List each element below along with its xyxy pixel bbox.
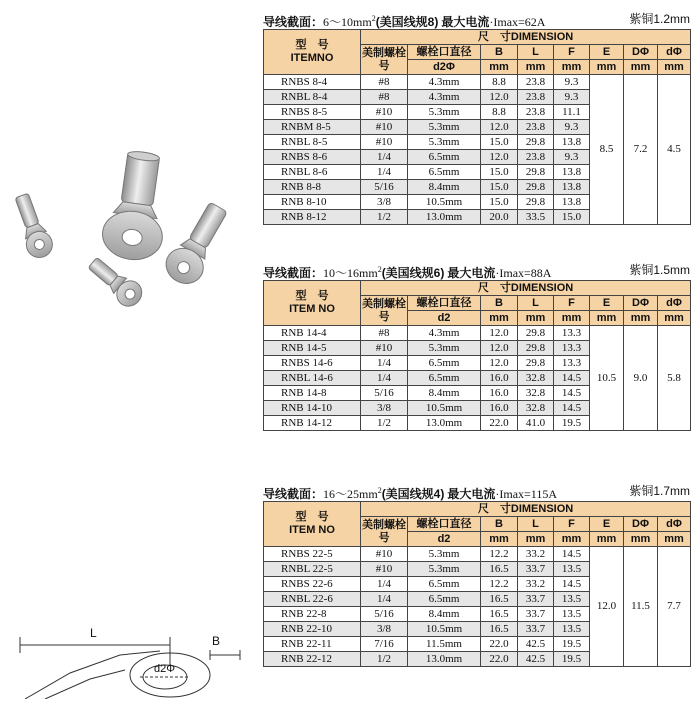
cell-thread: #10 xyxy=(361,135,408,150)
cell-thread: 1/4 xyxy=(361,371,408,386)
cell-item: RNB 14-12 xyxy=(264,416,361,431)
cell-l: 29.8 xyxy=(518,326,554,341)
col-E: E xyxy=(590,296,624,311)
cell-f: 13.8 xyxy=(554,195,590,210)
heading-standard: (美国线规8) xyxy=(375,15,439,29)
cell-f: 13.5 xyxy=(554,622,590,637)
unit: mm xyxy=(554,532,590,547)
cell-item: RNBL 8-4 xyxy=(264,90,361,105)
cell-l: 29.8 xyxy=(518,135,554,150)
cell-thread: #10 xyxy=(361,341,408,356)
cell-l: 29.8 xyxy=(518,341,554,356)
cell-l: 29.8 xyxy=(518,195,554,210)
cell-thread: #10 xyxy=(361,562,408,577)
cell-f: 11.1 xyxy=(554,105,590,120)
cell-b: 15.0 xyxy=(481,165,518,180)
cell-thread: #8 xyxy=(361,75,408,90)
heading-current-label: 最大电流 xyxy=(447,487,496,501)
cell-f: 13.5 xyxy=(554,592,590,607)
heading-current-value: ·Imax=88A xyxy=(495,266,552,280)
unit: mm xyxy=(624,60,658,75)
cell-item: RNB 22-11 xyxy=(264,637,361,652)
cell-b: 15.0 xyxy=(481,195,518,210)
drawing-label-L: L xyxy=(90,626,97,640)
cell-stud: 10.5mm xyxy=(408,622,481,637)
col-F: F xyxy=(554,517,590,532)
spec-table xyxy=(263,501,691,667)
col-stud: 螺栓口直径 xyxy=(408,517,481,532)
cell-stud: 6.5mm xyxy=(408,356,481,371)
cell-l: 23.8 xyxy=(518,90,554,105)
cell-thread: 1/2 xyxy=(361,416,408,431)
cell-thread: 1/4 xyxy=(361,577,408,592)
col-dimension: 尺 寸DIMENSION xyxy=(361,502,691,517)
spec-section-3 xyxy=(263,482,690,667)
heading-range: 10～16mm xyxy=(323,266,378,280)
cell-b: 15.0 xyxy=(481,180,518,195)
cell-item: RNBL 8-6 xyxy=(264,165,361,180)
cell-shared-d: 7.7 xyxy=(658,547,691,667)
cell-thread: #10 xyxy=(361,120,408,135)
cell-thread: 1/4 xyxy=(361,356,408,371)
cell-l: 33.7 xyxy=(518,562,554,577)
cell-item: RNBS 22-6 xyxy=(264,577,361,592)
unit: mm xyxy=(554,311,590,326)
cell-b: 16.0 xyxy=(481,386,518,401)
cell-item: RNB 22-12 xyxy=(264,652,361,667)
unit: mm xyxy=(590,532,624,547)
cell-l: 33.7 xyxy=(518,622,554,637)
col-dimension: 尺 寸DIMENSION xyxy=(361,281,691,296)
cell-f: 19.5 xyxy=(554,637,590,652)
col-B: B xyxy=(481,296,518,311)
cell-shared-d: 4.5 xyxy=(658,75,691,225)
cell-l: 41.0 xyxy=(518,416,554,431)
col-thread: 美制螺栓号 xyxy=(361,296,408,326)
cell-b: 12.2 xyxy=(481,547,518,562)
cell-b: 12.0 xyxy=(481,90,518,105)
terminal-right-icon xyxy=(160,198,235,291)
cell-stud: 10.5mm xyxy=(408,401,481,416)
cell-b: 12.2 xyxy=(481,577,518,592)
cell-stud: 5.3mm xyxy=(408,341,481,356)
col-model: 型 号 ITEM NO xyxy=(264,502,361,547)
unit: mm xyxy=(518,60,554,75)
col-L: L xyxy=(518,296,554,311)
cell-thread: 1/4 xyxy=(361,150,408,165)
terminal-left-icon xyxy=(9,191,56,261)
unit: mm xyxy=(554,60,590,75)
col-model: 型 号 ITEM NO xyxy=(264,281,361,326)
cell-shared-E: 12.0 xyxy=(590,547,624,667)
cell-b: 20.0 xyxy=(481,210,518,225)
cell-f: 14.5 xyxy=(554,547,590,562)
cell-f: 9.3 xyxy=(554,120,590,135)
cell-item: RNB 22-10 xyxy=(264,622,361,637)
col-d: dΦ xyxy=(658,517,691,532)
cell-stud: 5.3mm xyxy=(408,562,481,577)
cell-stud: 6.5mm xyxy=(408,592,481,607)
col-L: L xyxy=(518,517,554,532)
cell-f: 13.8 xyxy=(554,180,590,195)
cell-thread: 3/8 xyxy=(361,401,408,416)
heading-current-label: 最大电流 xyxy=(441,15,490,29)
cell-f: 19.5 xyxy=(554,652,590,667)
cell-thread: 1/4 xyxy=(361,165,408,180)
cell-thread: 7/16 xyxy=(361,637,408,652)
cell-item: RNB 8-8 xyxy=(264,180,361,195)
cell-stud: 11.5mm xyxy=(408,637,481,652)
cell-f: 9.3 xyxy=(554,90,590,105)
cell-b: 15.0 xyxy=(481,135,518,150)
cell-item: RNB 8-10 xyxy=(264,195,361,210)
col-E: E xyxy=(590,45,624,60)
unit: mm xyxy=(624,311,658,326)
cell-shared-E: 8.5 xyxy=(590,75,624,225)
cell-f: 9.3 xyxy=(554,75,590,90)
col-thread: 美制螺栓号 xyxy=(361,517,408,547)
terminal-bottom-icon xyxy=(84,253,147,311)
cell-b: 12.0 xyxy=(481,326,518,341)
cell-thread: 5/16 xyxy=(361,607,408,622)
unit: mm xyxy=(590,311,624,326)
unit: mm xyxy=(481,60,518,75)
cell-item: RNB 14-10 xyxy=(264,401,361,416)
cell-item: RNBS 8-4 xyxy=(264,75,361,90)
cell-shared-D: 11.5 xyxy=(624,547,658,667)
cell-f: 13.3 xyxy=(554,356,590,371)
cell-stud: 6.5mm xyxy=(408,577,481,592)
col-D: DΦ xyxy=(624,45,658,60)
cell-l: 29.8 xyxy=(518,180,554,195)
cell-l: 23.8 xyxy=(518,75,554,90)
section-heading xyxy=(263,261,690,279)
terminal-center-icon xyxy=(99,148,173,263)
cell-f: 13.8 xyxy=(554,165,590,180)
cell-item: RNBS 8-5 xyxy=(264,105,361,120)
cell-stud: 10.5mm xyxy=(408,195,481,210)
cell-stud: 8.4mm xyxy=(408,607,481,622)
cell-f: 15.0 xyxy=(554,210,590,225)
cell-l: 29.8 xyxy=(518,356,554,371)
cell-stud: 6.5mm xyxy=(408,150,481,165)
spec-table xyxy=(263,29,691,225)
cell-thread: 1/4 xyxy=(361,592,408,607)
dimension-drawing xyxy=(0,615,255,699)
unit: mm xyxy=(518,532,554,547)
heading-range: 16～25mm xyxy=(323,487,378,501)
material-label: 紫铜1.2mm xyxy=(629,12,690,26)
cell-item: RNB 22-8 xyxy=(264,607,361,622)
col-D: DΦ xyxy=(624,296,658,311)
material-label: 紫铜1.5mm xyxy=(629,263,690,277)
cell-f: 9.3 xyxy=(554,150,590,165)
cell-f: 13.3 xyxy=(554,341,590,356)
col-thread: 美制螺栓号 xyxy=(361,45,408,75)
col-stud-sym: d2Φ xyxy=(408,60,481,75)
cell-stud: 13.0mm xyxy=(408,416,481,431)
cell-f: 13.5 xyxy=(554,607,590,622)
cell-stud: 13.0mm xyxy=(408,210,481,225)
heading-standard: (美国线规6) xyxy=(381,266,445,280)
unit: mm xyxy=(481,532,518,547)
cell-thread: #8 xyxy=(361,326,408,341)
heading-sup: 2 xyxy=(371,14,376,23)
col-d: dΦ xyxy=(658,45,691,60)
cell-item: RNB 14-5 xyxy=(264,341,361,356)
cell-item: RNBL 22-5 xyxy=(264,562,361,577)
cell-stud: 8.4mm xyxy=(408,180,481,195)
col-stud-sym: d2 xyxy=(408,532,481,547)
unit: mm xyxy=(624,532,658,547)
cell-thread: 3/8 xyxy=(361,195,408,210)
cell-b: 16.5 xyxy=(481,622,518,637)
spec-section-2 xyxy=(263,261,690,431)
col-dimension: 尺 寸DIMENSION xyxy=(361,30,691,45)
cell-l: 33.7 xyxy=(518,592,554,607)
cell-thread: 5/16 xyxy=(361,180,408,195)
cell-b: 16.0 xyxy=(481,371,518,386)
heading-standard: (美国线规4) xyxy=(381,487,445,501)
ring-terminal-photo xyxy=(0,120,255,320)
cell-b: 8.8 xyxy=(481,105,518,120)
cell-item: RNBS 8-6 xyxy=(264,150,361,165)
unit: mm xyxy=(481,311,518,326)
col-stud: 螺栓口直径 xyxy=(408,296,481,311)
col-d: dΦ xyxy=(658,296,691,311)
cell-stud: 4.3mm xyxy=(408,90,481,105)
unit: mm xyxy=(658,60,691,75)
cell-stud: 6.5mm xyxy=(408,165,481,180)
cell-stud: 8.4mm xyxy=(408,386,481,401)
cell-stud: 5.3mm xyxy=(408,120,481,135)
cell-stud: 13.0mm xyxy=(408,652,481,667)
col-D: DΦ xyxy=(624,517,658,532)
cell-l: 42.5 xyxy=(518,652,554,667)
cell-l: 33.2 xyxy=(518,577,554,592)
heading-sup: 2 xyxy=(377,486,382,495)
table-row xyxy=(264,75,691,90)
cell-item: RNBM 8-5 xyxy=(264,120,361,135)
cell-b: 16.0 xyxy=(481,401,518,416)
cell-item: RNBS 14-6 xyxy=(264,356,361,371)
col-stud-sym: d2 xyxy=(408,311,481,326)
cell-thread: 1/2 xyxy=(361,210,408,225)
cell-b: 22.0 xyxy=(481,416,518,431)
cell-b: 22.0 xyxy=(481,652,518,667)
col-E: E xyxy=(590,517,624,532)
cell-stud: 5.3mm xyxy=(408,547,481,562)
cell-l: 23.8 xyxy=(518,120,554,135)
cell-item: RNB 14-8 xyxy=(264,386,361,401)
cell-f: 13.8 xyxy=(554,135,590,150)
cell-stud: 6.5mm xyxy=(408,371,481,386)
unit: mm xyxy=(658,311,691,326)
cell-b: 16.5 xyxy=(481,562,518,577)
cell-b: 16.5 xyxy=(481,592,518,607)
cell-b: 22.0 xyxy=(481,637,518,652)
cell-thread: #10 xyxy=(361,105,408,120)
cell-shared-E: 10.5 xyxy=(590,326,624,431)
cell-stud: 5.3mm xyxy=(408,135,481,150)
cell-b: 8.8 xyxy=(481,75,518,90)
heading-current-label: 最大电流 xyxy=(447,266,496,280)
unit: mm xyxy=(658,532,691,547)
spec-section-1 xyxy=(263,10,690,225)
cell-stud: 5.3mm xyxy=(408,105,481,120)
col-model: 型 号 ITEMNO xyxy=(264,30,361,75)
drawing-label-d2: d2Φ xyxy=(154,663,176,675)
heading-sup: 2 xyxy=(377,265,382,274)
cell-thread: #8 xyxy=(361,90,408,105)
cell-l: 23.8 xyxy=(518,150,554,165)
cell-b: 12.0 xyxy=(481,120,518,135)
cell-item: RNBL 8-5 xyxy=(264,135,361,150)
section-heading xyxy=(263,10,690,28)
material-label: 紫铜1.7mm xyxy=(629,484,690,498)
cell-b: 12.0 xyxy=(481,150,518,165)
cell-f: 14.5 xyxy=(554,401,590,416)
cell-item: RNBL 22-6 xyxy=(264,592,361,607)
unit: mm xyxy=(590,60,624,75)
heading-range: 6～10mm xyxy=(323,15,372,29)
col-F: F xyxy=(554,45,590,60)
cell-l: 32.8 xyxy=(518,386,554,401)
cell-stud: 4.3mm xyxy=(408,75,481,90)
unit: mm xyxy=(518,311,554,326)
cell-l: 33.2 xyxy=(518,547,554,562)
col-stud: 螺栓口直径 xyxy=(408,45,481,60)
cell-b: 12.0 xyxy=(481,341,518,356)
table-row xyxy=(264,326,691,341)
cell-item: RNBL 14-6 xyxy=(264,371,361,386)
cell-item: RNB 8-12 xyxy=(264,210,361,225)
cell-l: 42.5 xyxy=(518,637,554,652)
cell-l: 23.8 xyxy=(518,105,554,120)
cell-l: 32.8 xyxy=(518,371,554,386)
cell-thread: #10 xyxy=(361,547,408,562)
cell-item: RNBS 22-5 xyxy=(264,547,361,562)
table-row xyxy=(264,547,691,562)
cell-f: 19.5 xyxy=(554,416,590,431)
cell-item: RNB 14-4 xyxy=(264,326,361,341)
col-B: B xyxy=(481,517,518,532)
heading-prefix: 导线截面： xyxy=(263,266,324,280)
cell-thread: 3/8 xyxy=(361,622,408,637)
section-heading xyxy=(263,482,690,500)
drawing-label-B: B xyxy=(212,634,221,648)
spec-table xyxy=(263,280,691,431)
cell-f: 14.5 xyxy=(554,577,590,592)
cell-b: 12.0 xyxy=(481,356,518,371)
cell-shared-D: 9.0 xyxy=(624,326,658,431)
cell-l: 29.8 xyxy=(518,165,554,180)
cell-thread: 5/16 xyxy=(361,386,408,401)
cell-l: 33.5 xyxy=(518,210,554,225)
heading-current-value: ·Imax=62A xyxy=(489,15,546,29)
col-L: L xyxy=(518,45,554,60)
col-B: B xyxy=(481,45,518,60)
cell-l: 32.8 xyxy=(518,401,554,416)
cell-shared-d: 5.8 xyxy=(658,326,691,431)
heading-prefix: 导线截面： xyxy=(263,487,324,501)
cell-f: 14.5 xyxy=(554,386,590,401)
heading-current-value: ·Imax=115A xyxy=(495,487,558,501)
col-F: F xyxy=(554,296,590,311)
cell-thread: 1/2 xyxy=(361,652,408,667)
cell-f: 13.3 xyxy=(554,326,590,341)
cell-l: 33.7 xyxy=(518,607,554,622)
cell-f: 13.5 xyxy=(554,562,590,577)
heading-prefix: 导线截面： xyxy=(263,15,324,29)
cell-b: 16.5 xyxy=(481,607,518,622)
cell-stud: 4.3mm xyxy=(408,326,481,341)
cell-shared-D: 7.2 xyxy=(624,75,658,225)
cell-f: 14.5 xyxy=(554,371,590,386)
